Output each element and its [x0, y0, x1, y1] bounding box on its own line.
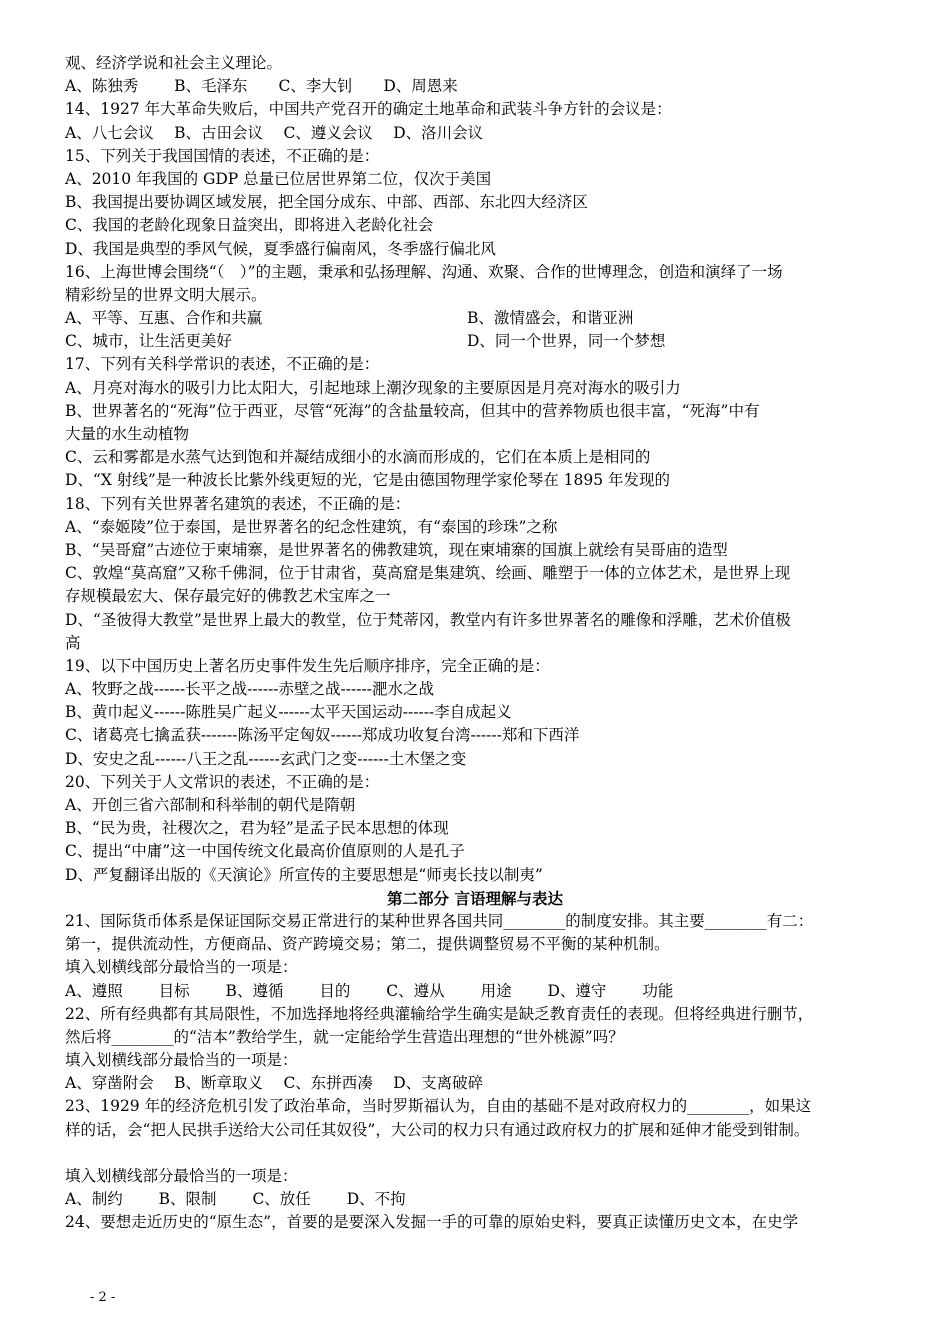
- text-line: 22、所有经典都有其局限性，不加选择地将经典灌输给学生确实是缺乏教育责任的表现。但将经典进行删节，: [65, 1004, 814, 1023]
- text-line: D、“圣彼得大教堂”是世界上最大的教堂，位于梵蒂冈，教堂内有许多世界著名的雕像和浮雕，艺术价值极: [65, 610, 791, 629]
- text-line: A、月亮对海水的吸引力比太阳大，引起地球上潮汐现象的主要原因是月亮对海水的吸引力: [65, 378, 681, 397]
- text-line: 第一，提供流动性，方便商品、资产跨境交易；第二，提供调整贸易不平衡的某种机制。: [65, 935, 670, 954]
- text-line: 15、下列关于我国国情的表述，不正确的是：: [65, 146, 380, 165]
- text-line: D、我国是典型的季风气候，夏季盛行偏南风，冬季盛行偏北风: [65, 239, 496, 258]
- text-line: 16、上海世博会围绕“（ ）”的主题，秉承和弘扬理解、沟通、欢聚、合作的世博理念，创造和演绎了一场: [65, 262, 783, 281]
- q16-option-c: C、城市，让生活更美好: [65, 332, 232, 351]
- page-number: - 2 -: [90, 1290, 116, 1305]
- text-line: 高: [65, 633, 81, 652]
- text-line: D、安史之乱------八王之乱------玄武门之变------土木堡之变: [65, 749, 467, 768]
- q16-option-d: D、同一个世界，同一个梦想: [467, 332, 666, 351]
- text-line: C、诸葛亮七擒孟获-------陈汤平定匈奴------郑成功收复台湾------郑和下西洋: [65, 726, 580, 745]
- text-line: C、云和雾都是水蒸气达到饱和并凝结成细小的水滴而形成的，它们在本质上是相同的: [65, 448, 651, 467]
- text-line: 然后将________的“洁本”教给学生，就一定能给学生营造出理想的“世外桃源”吗？: [65, 1027, 624, 1046]
- blank-line: [65, 1142, 885, 1165]
- text-line: 存规模最宏大、保存最完好的佛教艺术宝库之一: [65, 587, 391, 606]
- document-body: [65, 52, 885, 1235]
- block-q23-q24: [65, 1165, 885, 1235]
- text-line: B、世界著名的“死海”位于西亚，尽管“死海”的含盐量较高，但其中的营养物质也很丰富，“死海”中有: [65, 401, 760, 420]
- text-line: 21、国际货币体系是保证国际交易正常进行的某种世界各国共同________的制度安排。其主要________有二：: [65, 911, 814, 930]
- text-line: A、2010 年我国的 GDP 总量已位居世界第二位，仅次于美国: [65, 169, 492, 188]
- text-line: 19、以下中国历史上著名历史事件发生先后顺序排序，完全正确的是：: [65, 656, 550, 675]
- text-line: A、八七会议 B、古田会议 C、遵义会议 D、洛川会议: [65, 123, 484, 142]
- q16-option-a: A、平等、互惠、合作和共赢: [65, 309, 263, 328]
- text-line: 20、下列关于人文常识的表述，不正确的是：: [65, 772, 380, 791]
- text-line: 样的话，会“把人民拱手送给大公司任其奴役”，大公司的权力只有通过政府权力的扩展和延伸才能受到钳制。: [65, 1120, 810, 1139]
- text-line: A、牧野之战------长平之战------赤壁之战------淝水之战: [65, 680, 434, 699]
- text-line: 精彩纷呈的世界文明大展示。: [65, 285, 267, 304]
- text-line: A、制约 B、限制 C、放任 D、不拘: [65, 1190, 406, 1209]
- text-line: 24、要想走近历史的“原生态”，首要的是要深入发掘一手的可靠的原始史料，要真正读懂历史文本，在史学: [65, 1213, 799, 1232]
- text-line: B、“民为贵，社稷次之，君为轻”是孟子民本思想的体现: [65, 819, 449, 838]
- text-line: C、我国的老龄化现象日益突出，即将进入老龄化社会: [65, 216, 434, 235]
- text-line: 填入划横线部分最恰当的一项是：: [65, 958, 298, 977]
- text-line: C、敦煌“莫高窟”又称千佛洞，位于甘肃省，莫高窟是集建筑、绘画、雕塑于一体的立体艺术，是世界上现: [65, 564, 791, 583]
- text-line: A、“泰姬陵”位于泰国，是世界著名的纪念性建筑，有“泰国的珍珠”之称: [65, 517, 558, 536]
- text-line: B、“吴哥窟”古迹位于柬埔寨，是世界著名的佛教建筑，现在柬埔寨的国旗上就绘有吴哥庙的造型: [65, 540, 728, 559]
- text-line: 17、下列有关科学常识的表述，不正确的是：: [65, 355, 380, 374]
- block-q17-q20: [65, 353, 885, 886]
- text-line: A、开创三省六部制和科举制的朝代是隋朝: [65, 796, 356, 814]
- text-line: 14、1927 年大革命失败后，中国共产党召开的确定土地革命和武装斗争方针的会议是：: [65, 100, 672, 119]
- text-line: A、穿凿附会 B、断章取义 C、东拼西凑 D、支离破碎: [65, 1074, 484, 1093]
- text-line: 填入划横线部分最恰当的一项是：: [65, 1167, 298, 1185]
- text-line: 23、1929 年的经济危机引发了政治革命，当时罗斯福认为，自由的基础不是对政府权力的________，如果这: [65, 1097, 812, 1116]
- text-line: 填入划横线部分最恰当的一项是：: [65, 1051, 298, 1070]
- block-q21-q23: [65, 910, 885, 1142]
- q16-option-b: B、激情盛会，和谐亚洲: [467, 309, 634, 328]
- text-line: C、提出“中庸”这一中国传统文化最高价值原则的人是孔子: [65, 842, 465, 861]
- text-line: 观、经济学说和社会主义理论。: [65, 54, 283, 72]
- text-line: D、“X 射线”是一种波长比紫外线更短的光，它是由德国物理学家伦琴在 1895 年发现的: [65, 471, 671, 490]
- q16-options-row: [65, 307, 885, 330]
- text-line: 18、下列有关世界著名建筑的表述，不正确的是：: [65, 494, 411, 513]
- text-line: D、严复翻译出版的《天演论》所宣传的主要思想是“师夷长技以制夷”: [65, 865, 543, 884]
- section-title: 第二部分 言语理解与表达: [387, 888, 563, 908]
- block-q13-q16: [65, 52, 885, 307]
- text-line: 大量的水生动植物: [65, 425, 190, 443]
- q16-options-row: [65, 330, 885, 353]
- text-line: B、我国提出要协调区域发展，把全国分成东、中部、西部、东北四大经济区: [65, 193, 588, 212]
- text-line: A、陈独秀 B、毛泽东 C、李大钊 D、周恩来: [65, 77, 458, 96]
- text-line: A、遵照 目标 B、遵循 目的 C、遵从 用途 D、遵守 功能: [65, 981, 674, 1000]
- text-line: B、黄巾起义------陈胜吴广起义------太平天国运动------李自成起义: [65, 703, 512, 722]
